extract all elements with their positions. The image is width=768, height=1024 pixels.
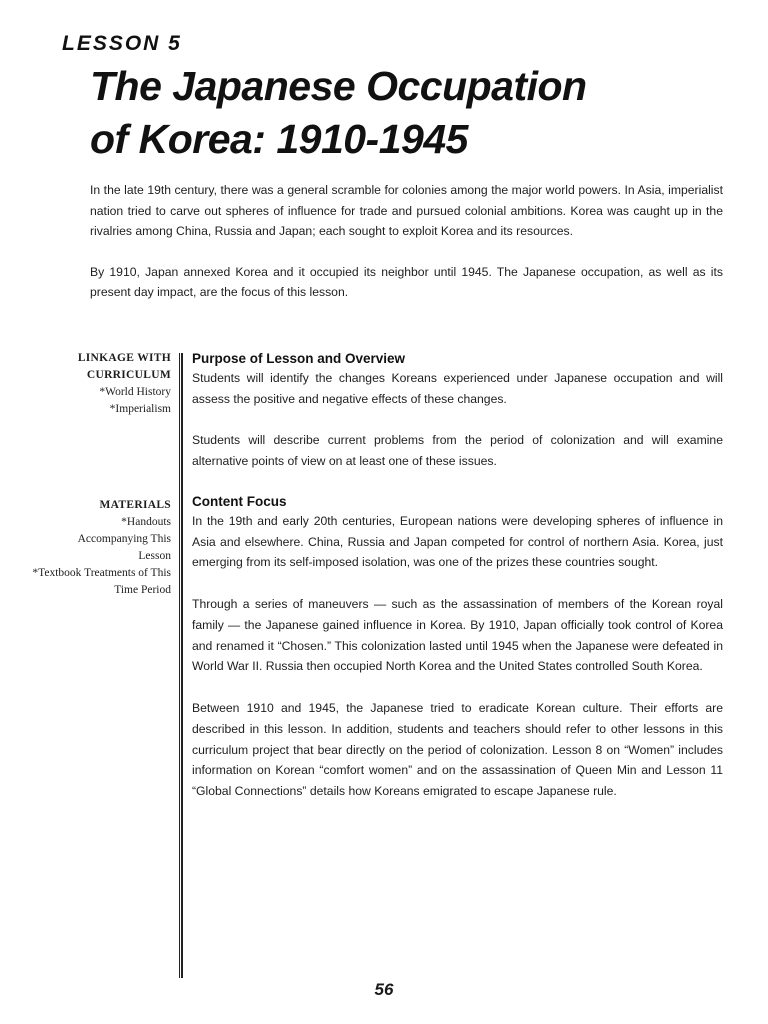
linkage-item: *World History [99, 386, 171, 398]
sidebar-linkage [20, 350, 171, 418]
page-title [90, 60, 587, 166]
purpose-heading: Purpose of Lesson and Overview [192, 351, 406, 366]
title-line-1: The Japanese Occupation [90, 63, 587, 109]
sidebar-materials [20, 497, 171, 599]
content-focus-heading: Content Focus [192, 493, 287, 509]
purpose-paragraph-2: Students will describe current problems from the period of colonization and will examine alternative points of view on at least one of these issues. [192, 433, 723, 469]
materials-heading: MATERIALS [99, 499, 171, 511]
linkage-item: *Imperialism [109, 403, 171, 415]
main-content [192, 350, 723, 823]
materials-item: *Textbook Treatments of This Time Period [32, 567, 171, 596]
content-focus-paragraph-3: Between 1910 and 1945, the Japanese tried to eradicate Korean culture. Their efforts are described in this lesson. In addition, students and teachers should refer to other lessons in this curriculum project that bear directly on the period of colonization. Lesson 8 on “Women” includes information on Korean “comfort women” and on the assassination of Queen Min and Lesson 11 “Global Connections” details how Koreans emigrated to escape Japanese rule. [192, 700, 723, 799]
content-focus-paragraph-1: In the 19th and early 20th centuries, European nations were developing spheres of influence in Asia and elsewhere. China, Russia and Japan competed for control of northern Asia. Korea, just emerging from its self-imposed isolation, was one of the prizes these countries sought. [192, 513, 723, 570]
page-number: 56 [374, 980, 394, 999]
title-line-2: of Korea: 1910-1945 [90, 116, 468, 162]
intro-paragraph-1: In the late 19th century, there was a general scramble for colonies among the major world powers. In Asia, imperialist nation tried to carve out spheres of influence for trade and pursued colonial ambitions. Korea was caught up in the rivalries among China, Russia and Japan; each sought to exploit Korea and its resources. [90, 183, 723, 238]
materials-item: *Handouts Accompanying This Lesson [77, 516, 171, 562]
lesson-label: LESSON 5 [62, 32, 182, 55]
vertical-divider [179, 353, 183, 978]
intro-text [90, 180, 723, 323]
linkage-heading-line-1: LINKAGE WITH [77, 352, 171, 364]
intro-paragraph-2: By 1910, Japan annexed Korea and it occupied its neighbor until 1945. The Japanese occupation, as well as its present day impact, are the focus of this lesson. [90, 264, 723, 299]
purpose-paragraph-1: Students will identify the changes Koreans experienced under Japanese occupation and will assess the positive and negative effects of these changes. [192, 371, 723, 406]
content-focus-paragraph-2: Through a series of maneuvers — such as the assassination of members of the Korean royal family — the Japanese gained influence in Korea. By 1910, Japan officially took control of Korea and renamed it “Chosen.” This colonization lasted until 1945 when the Japanese were defeated in World War II. Russia then occupied North Korea and the United States controlled South Korea. [192, 596, 723, 674]
linkage-heading-line-2: CURRICULUM [86, 369, 171, 381]
